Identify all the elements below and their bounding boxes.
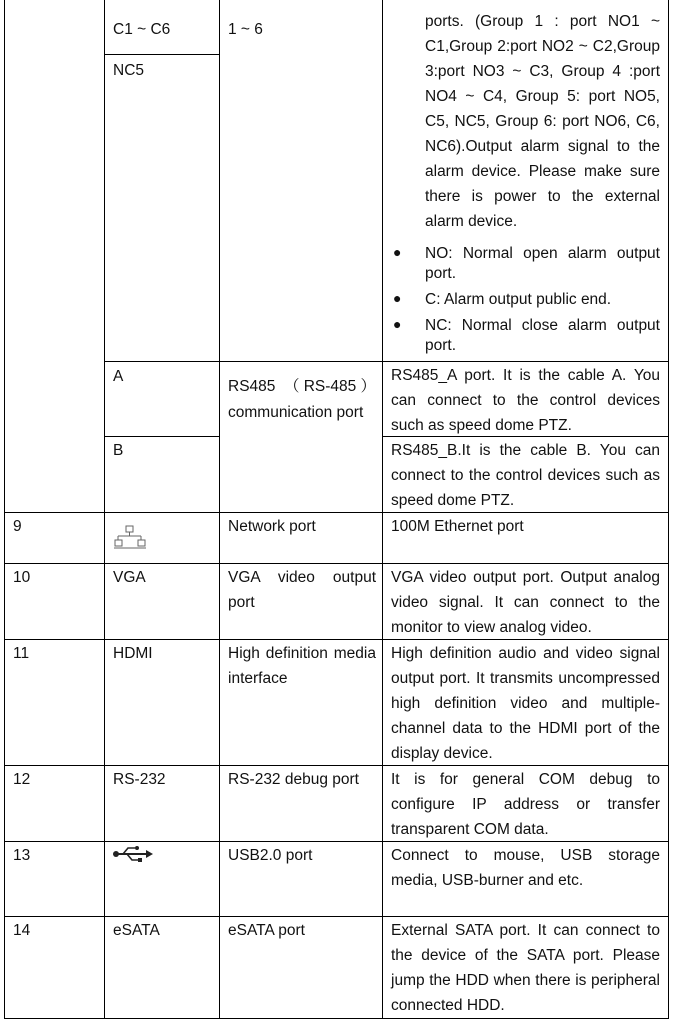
- description-text: It is for general COM debug to configure IP address or transfer transparent COM data.: [391, 771, 660, 838]
- bullet-icon: ●: [393, 290, 402, 306]
- port-label: NC5: [113, 62, 145, 79]
- description-text: Connect to mouse, USB storage media, USB-burner and etc.: [391, 847, 660, 889]
- row-number: 10: [13, 569, 31, 586]
- description-text: ports. (Group 1 : port NO1 ~ C1,Group 2:port NO2 ~ C2,Group 3:port NO3 ~ C3, Group 4 :port NO4 ~ C4, Group 5: port NO5, C5, NC5, Group 6: port NO6, C6, NC6).Output alarm signal to the alarm device. Please make sure there is power to the external alarm device.: [425, 13, 660, 230]
- usb-icon: [112, 845, 154, 863]
- bullet-text: C: Alarm output public end.: [425, 291, 612, 308]
- port-label: A: [113, 368, 124, 385]
- port-label: VGA: [113, 569, 146, 586]
- column-divider: [219, 0, 220, 1019]
- description-text: RS485_A port. It is the cable A. You can connect to the control devices such as speed dome PTZ.: [391, 367, 660, 434]
- row-divider: [4, 916, 669, 917]
- port-label: RS-232: [113, 771, 166, 788]
- port-label: HDMI: [113, 645, 153, 662]
- network-port-icon: [113, 525, 147, 551]
- port-name: RS-232 debug port: [228, 771, 359, 788]
- row-divider: [104, 436, 219, 437]
- description-text: RS485_B.It is the cable B. You can connect to the control devices such as speed dome PTZ.: [391, 442, 660, 509]
- port-name: VGA video output port: [228, 569, 376, 611]
- row-number: 9: [13, 518, 22, 535]
- row-divider: [104, 54, 219, 55]
- row-number: 12: [13, 771, 31, 788]
- description-text: External SATA port. It can connect to the device of the SATA port. Please jump the HDD when there is peripheral connected HDD.: [391, 922, 660, 1014]
- bullet-text: NO: Normal open alarm output port.: [425, 245, 660, 282]
- row-number: 13: [13, 847, 31, 864]
- description-text: High definition audio and video signal output port. It transmits uncompressed high definition video and multiple-channel data to the HDMI port of the display device.: [391, 645, 660, 762]
- description-text: VGA video output port. Output analog video signal. It can connect to the monitor to view analog video.: [391, 569, 660, 636]
- bullet-text: NC: Normal close alarm output port.: [425, 317, 660, 354]
- description-block: [425, 9, 660, 239]
- port-name: 1 ~ 6: [228, 21, 263, 38]
- port-label: C1 ~ C6: [113, 21, 171, 38]
- table-border-bottom: [4, 1018, 669, 1019]
- row-divider: [104, 361, 669, 362]
- port-name: High definition media interface: [228, 645, 376, 687]
- row-number: 11: [13, 645, 30, 662]
- port-name: eSATA port: [228, 922, 305, 939]
- column-divider: [382, 0, 383, 1019]
- port-name: USB2.0 port: [228, 847, 313, 864]
- port-label: eSATA: [113, 922, 160, 939]
- row-divider: [4, 563, 669, 564]
- bullet-icon: ●: [393, 316, 402, 332]
- bullet-icon: ●: [393, 244, 402, 260]
- port-name: Network port: [228, 518, 316, 535]
- table-border-right: [668, 0, 669, 1019]
- row-number: 14: [13, 922, 31, 939]
- port-label: B: [113, 442, 124, 459]
- column-divider: [104, 0, 105, 1019]
- table-border-left: [4, 0, 5, 1019]
- description-text: 100M Ethernet port: [391, 518, 524, 535]
- port-name: RS485 （RS-485） communication port: [228, 378, 376, 421]
